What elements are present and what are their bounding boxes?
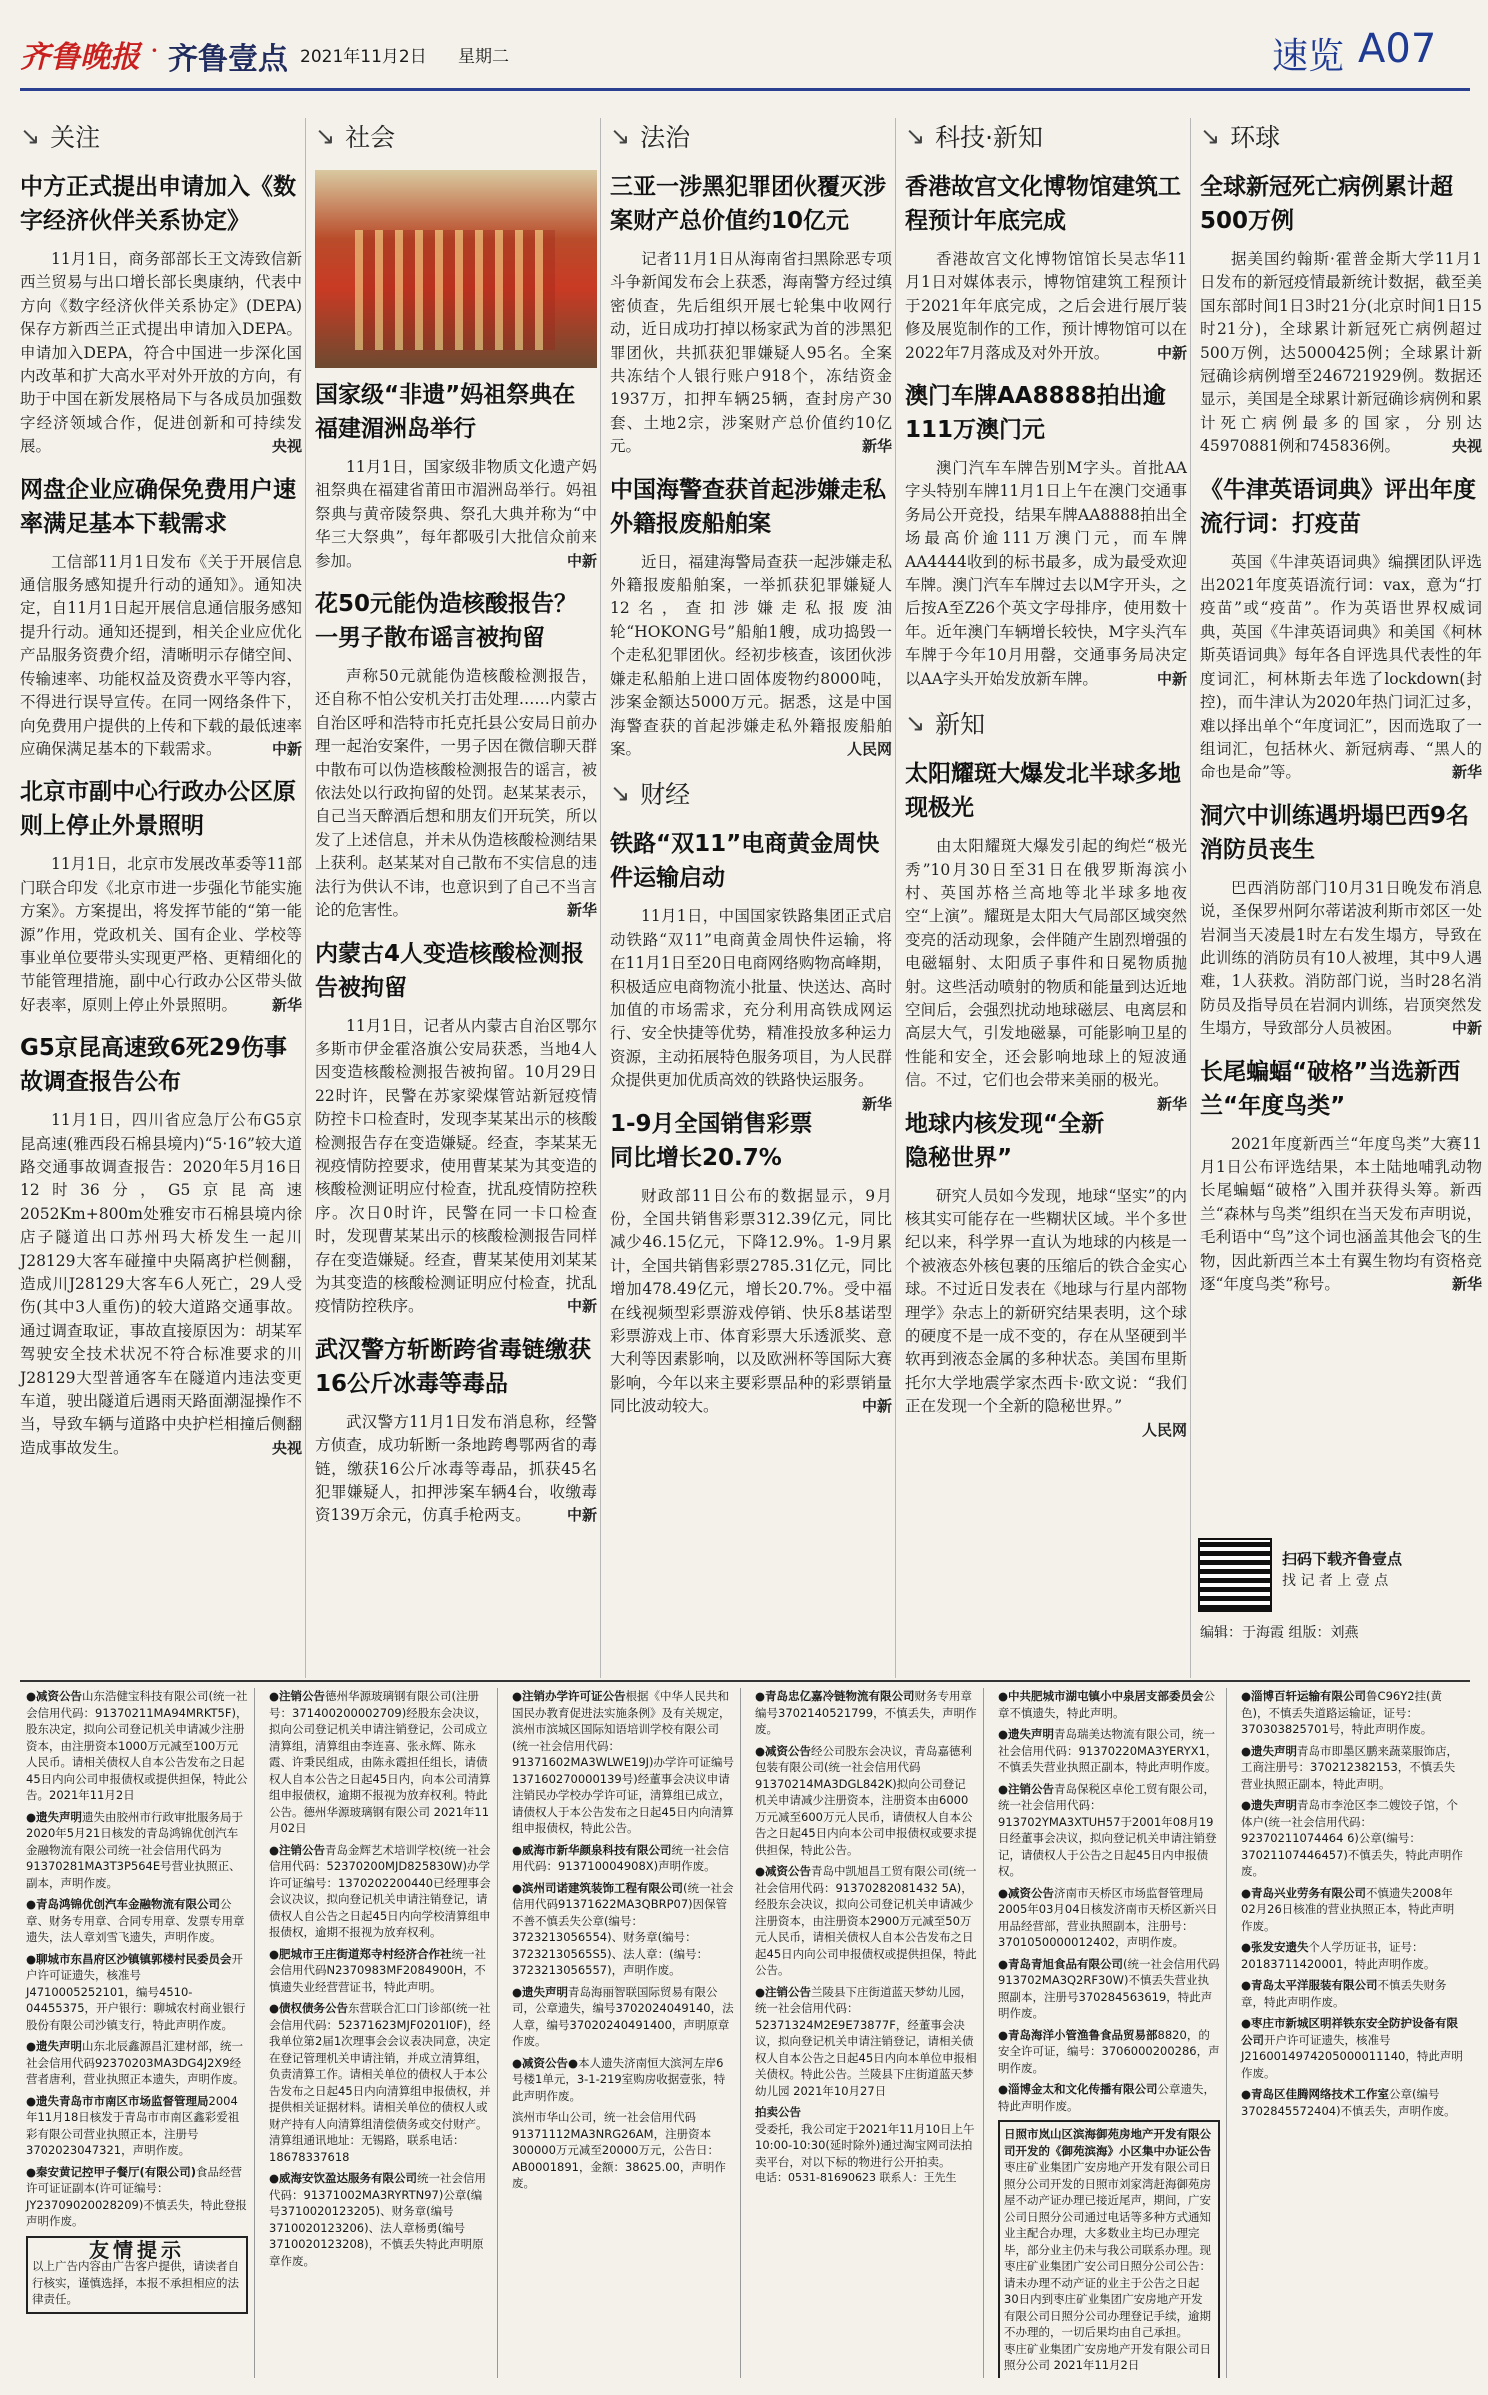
- ad-heading: ●秦安黄记控甲子餐厅(有限公司): [26, 2164, 197, 2179]
- article-body: [905, 835, 1187, 1113]
- article-headline[interactable]: 武汉警方斩断跨省毒链缴获16公斤冰毒等毒品: [315, 1336, 591, 1397]
- article-source: 新华: [861, 1094, 892, 1113]
- ad-text: 兰陵县下庄街道蓝天梦幼儿园，统一社会信用代码：52371324M2E9E73877F，经董事会决议，拟向登记机关申请注销登记，请相关债权人自本公告之日起45日内向本单位申报相关债权。特此公告。兰陵县下庄街道蓝天梦幼儿园 2021年10月27日: [755, 1984, 977, 2098]
- article-source: 新华: [1451, 1275, 1482, 1293]
- article-body: [1200, 877, 1482, 1041]
- article-source: 新华: [861, 437, 892, 456]
- article-text: 香港故宫文化博物馆馆长吴志华11月1日对媒体表示，博物馆建筑工程预计于2021年年底完成，之后会进行展厅装修及展览制作的工作，预计博物馆可以在2022年7月落成及对外开放。: [905, 250, 1187, 362]
- article: [905, 379, 1187, 691]
- article: [1200, 170, 1482, 459]
- property-notice-title: 日照市岚山区滨海御苑房地产开发有限公司开发的《御苑滨海》小区集中办证公告: [1004, 2127, 1211, 2158]
- ad-item: [755, 1984, 977, 2100]
- article-headline[interactable]: 长尾蝙蝠“破格”当选新西兰“年度鸟类”: [1200, 1058, 1461, 1119]
- article-headline[interactable]: G5京昆高速致6死29伤事故调查报告公布: [20, 1035, 287, 1096]
- article-source: 中新: [566, 1506, 597, 1525]
- article: [1200, 799, 1482, 1041]
- ad-text: 青岛海丽智联国际贸易有限公司，公章遗失，编号3702024049140，法人章，编号37020240491400，声明原章作废。: [512, 1984, 734, 2048]
- ad-heading: ●注销公告: [269, 1689, 326, 1703]
- article-text: 11月1日，中国国家铁路集团正式启动铁路“双11”电商黄金周快件运输，将在11月1日至20日电商网络购物高峰期，积极适应电商物流小批量、快送达、高时加值的市场需求，充分利用高铁成网运行、安全快捷等优势，精准投放多种运力资源，主动拓展特色服务项目，为人民群众提供更加优质高效的铁路快运服务。: [610, 907, 892, 1090]
- ad-item: [1241, 1743, 1464, 1793]
- article: [315, 1333, 597, 1528]
- ad-item: [512, 1880, 734, 1979]
- article-source: 人民网: [846, 739, 892, 758]
- ad-heading: ●肥城市王庄街道郑寺村经济合作社: [269, 1946, 452, 1961]
- ad-text: 经公司股东会决议，青岛嘉德利包装有限公司(统一社会信用代码91370214MA3DGL842K)拟向公司登记机关申请减少注册资本，注册资本由6000万元减至600万元人民币，请债权人自本公告之日起45日内向本公司申报债权或要求提供担保，特此公告。: [755, 1743, 977, 1857]
- article-body: [610, 551, 892, 762]
- ad-item: [998, 2081, 1220, 2114]
- ad-text: 根据《中华人民共和国民办教育促进法实施条例》及有关规定，滨州市滨城区国际知语培训学校有限公司(统一社会信用代码：91371602MA3WLWE19J)办学许可证编号137160270000139号)经董事会决议申请注销民办学校办学许可证，清算组已成立，请债权人于本公告发布之日起45日内向清算组申报债权，特此公告。: [512, 1689, 735, 1835]
- ad-text: 遗失由胶州市行政审批服务局于2020年5月21日核发的青岛鸿锦优创汽车金融物流有限公司统一社会信用代码为91370281MA3T3P564E号营业执照正、副本，声明作废。: [26, 1809, 244, 1890]
- column-focus: [20, 118, 302, 1474]
- article-source: 中新: [1451, 1019, 1482, 1038]
- article-text: 近日，福建海警局查获一起涉嫌走私外籍报废船舶案，一举抓获犯罪嫌疑人12名，查扣涉嫌走私报废油轮“HOKONG号”船舶1艘，成功捣毁一个走私犯罪团伙。经初步核查，该团伙涉嫌走私船舶上进口固体废物约8000吨，涉案金额达5000万元。据悉，这是中国海警查获的首起涉嫌走私外籍报废船舶案。: [610, 552, 892, 758]
- issue-date: 2021年11月2日: [300, 47, 427, 67]
- ad-item: [26, 2038, 248, 2088]
- article-headline[interactable]: 北京市副中心行政办公区原则上停止外景照明: [20, 779, 296, 840]
- article-body: [1200, 1133, 1482, 1297]
- ad-text: 财务专用章编号3702140521799，不慎丢失，声明作废。: [755, 1689, 977, 1736]
- ad-heading: ●淄博百轩运输有限公司: [1241, 1689, 1367, 1703]
- ad-heading: ●青岛太平洋服装有限公司: [1241, 1978, 1378, 1992]
- ad-text: (统一社会信用代码91371622MA3QBRP07)因保管不善不慎丢失公章(编号：3723213056554)、财务章(编号：37232130565S5)、法人章：(编号：3723213056557)，声明作废。: [512, 1880, 734, 1977]
- ad-item: [26, 1896, 248, 1946]
- article: [610, 473, 892, 762]
- article-body: [315, 665, 597, 922]
- ad-column: [506, 1688, 741, 2378]
- ad-text: ●本人遗失济南恒大滨河左岸6号楼1单元，3-1-219室购房收据壹张，特此声明作废。: [512, 2055, 726, 2103]
- article-source: 中新: [566, 551, 597, 570]
- article-body: [610, 248, 892, 459]
- ad-text: 山东浩健宝科技有限公司(统一社会信用代码：91370211MA94MRKT5F)，股东决定，拟向公司登记机关申请减少注册资本，由注册资本1000万元减至100万元人民币。请相关债权人自本公告发布之日起45日内向公司申报债权或提供担保，特此公告。2021年11月2日: [26, 1689, 248, 1802]
- ad-item: [269, 1688, 491, 1837]
- article-text: 英国《牛津英语词典》编撰团队评选出2021年度英语流行词：vax，意为“打疫苗”或“疫苗”。作为英语世界权威词典，英国《牛津英语词典》和美国《柯林斯英语词典》每年各自评选具代表性的年度词汇，柯林斯去年选了lockdown(封控)，而牛津认为2020年热门词汇过多，难以择出单个“年度词汇”，因而选取了一组词汇，包括林火、新冠病毒、“黑人的命也是命”等。: [1200, 552, 1482, 782]
- article-source: 中新: [1156, 669, 1187, 688]
- column-divider: [1190, 118, 1191, 1678]
- article-body: [20, 1109, 302, 1460]
- ad-heading: ●注销公告: [998, 1781, 1055, 1796]
- property-certificate-notice: [998, 2120, 1220, 2378]
- article-text: 据美国约翰斯·霍普金斯大学11月1日发布的新冠疫情最新统计数据，截至美国东部时间1日3时21分(北京时间1日15时21分)，全球累计新冠死亡病例超过500万例，达5000425例；全球累计新冠确诊病例增至246721929例。数据还显示，美国是全球累计新冠确诊病例和累计死亡病例最多的国家，分别达45970881例和745836例。: [1200, 250, 1482, 456]
- classified-ads: [20, 1688, 1470, 2378]
- column-divider: [305, 118, 306, 1678]
- ad-heading: ●张发安遗失: [1241, 1940, 1309, 1954]
- article: [315, 587, 597, 922]
- ad-item: [1241, 1939, 1464, 1972]
- article: [20, 775, 302, 1017]
- ad-heading: ●中共肥城市湖屯镇小中泉居支部委员会: [998, 1689, 1204, 1703]
- ad-heading: ●青岛忠亿嘉冷链物流有限公司: [755, 1689, 915, 1703]
- section-kicker: ↘ 社会: [315, 118, 597, 154]
- ad-text: 8820，的安全许可证，编号：3706000200286，声明作废。: [998, 2027, 1220, 2075]
- article-text: 由太阳耀斑大爆发引起的绚烂“极光秀”10月30日至31日在俄罗斯海滨小村、英国苏格兰高地等北半球多地夜空“上演”。耀斑是太阳大气局部区域突然变亮的活动现象，会伴随产生剧烈增强的电磁辐射、太阳质子事件和日冕物质抛射。这些活动喷射的物质和能量到达近地空间后，会强烈扰动地球磁层、电离层和高层大气，引发地磁暴，可能影响卫星的性能和安全，还会影响地球上的短波通信。不过，它们也会带来美丽的极光。: [905, 837, 1187, 1090]
- article-headline[interactable]: 网盘企业应确保免费用户速率满足基本下载需求: [20, 476, 296, 537]
- ad-heading: ●青岛区佳腾网络技术工作室: [1241, 2087, 1390, 2101]
- friendly-notice-text: 以上广告内容由广告客户提供，请读者自行核实，谨慎选择，本报不承担相应的法律责任。: [32, 2259, 239, 2306]
- ad-item: [1241, 2015, 1464, 2081]
- ad-heading: ●遗失声明: [512, 1984, 569, 1999]
- ad-item: [26, 2093, 248, 2159]
- section-kicker: ↘ 新知: [905, 705, 1187, 741]
- sub-brand-logo: 齐鲁壹点: [168, 42, 288, 77]
- ad-heading: ●债权债务公告: [269, 2001, 349, 2015]
- ad-text: 济南市天桥区市场监督管理局2005年03月04日核发济南市天桥区新兴日用品经营部，营业执照副本，注册号：3701050000012402，声明作废。: [998, 1885, 1218, 1949]
- qr-caption-line2: 找 记 者 上 壹 点: [1282, 1573, 1389, 1589]
- ad-heading: ●遗失声明: [1241, 1798, 1298, 1812]
- article-body: [1200, 248, 1482, 459]
- ad-item: [26, 1809, 248, 1892]
- article-body: [905, 457, 1187, 691]
- ad-text: 青岛保税区卓伦工贸有限公司，统一社会信用代码：913702YMA3XTUH57于2001年08月19日经董事会决议，拟向登记机关申请注销登记，请债权人于公告之日起45日内申报债权。: [998, 1781, 1217, 1878]
- ad-item: [26, 2164, 248, 2230]
- ad-text: 鲁C96Y2挂(黄色)，不慎丢失道路运输证，证号：370303825701号，特此声明作废。: [1241, 1689, 1443, 1736]
- ad-text: 公章遗失，特此声明作废。: [998, 2082, 1216, 2113]
- ad-text: 公章(编号3702845572404)不慎丢失，声明作废。: [1241, 2087, 1456, 2118]
- masthead-rule: [20, 88, 1470, 91]
- ad-item: [998, 1781, 1220, 1880]
- property-notice-signoff: 枣庄矿业集团广安房地产开发有限公司日照分公司 2021年11月2日: [1004, 2341, 1211, 2372]
- ad-text: 公章、财务专用章、合同专用章、发票专用章遗失，法人章刘雪飞遗失，声明作废。: [26, 1897, 245, 1944]
- ad-heading: ●减资公告: [755, 1864, 812, 1878]
- ad-text: 青岛中凯旭昌工贸有限公司(统一社会信用代码：91370282081432 5A)，经股东会决议，拟向公司登记机关申请减少注册资本，由注册资本2900万元减至50万元人民币，请相关债权人自本公告发布之日起45日内向公司申报债权或提供担保，特此公告。: [755, 1864, 977, 1977]
- article-source: 中新: [1156, 343, 1187, 362]
- article-source: 中新: [271, 739, 302, 758]
- section-kicker: ↘ 财经: [610, 775, 892, 811]
- article-headline[interactable]: 花50元能伪造核酸报告？一男子散布谣言被拘留: [315, 591, 578, 652]
- ad-text: 青岛市即墨区鹏来蔬菜服饰店，工商注册号：370212382153，不慎丢失营业执照正副本，特此声明。: [1241, 1743, 1459, 1791]
- ads-divider: [20, 1680, 1470, 1682]
- ad-heading: ●青岛鸿锦优创汽车金融物流有限公司: [26, 1897, 221, 1911]
- article-source: 中新: [566, 1297, 597, 1316]
- column-law-finance: [610, 118, 892, 1433]
- article: [20, 170, 302, 459]
- article-body: [1200, 551, 1482, 785]
- qr-caption-line1: 扫码下载齐鲁壹点: [1282, 1550, 1403, 1568]
- article-text: 2021年度新西兰“年度鸟类”大赛11月1日公布评选结果，本土陆地哺乳动物长尾蝙蝠“破格”入围并获得头筹。新西兰“森林与鸟类”组织在当天发布声明说，毛利语中“鸟”这个词也涵盖其他会飞的生物，因此新西兰本土有翼生物均有资格竞逐“年度鸟类”称号。: [1200, 1134, 1482, 1293]
- ad-item: [512, 1842, 734, 1875]
- ad-heading: ●减资公告: [755, 1743, 812, 1758]
- article-body: [315, 1411, 597, 1528]
- article-body: [20, 248, 302, 459]
- ad-text: 青岛瑞美达物流有限公司，统一社会信用代码：91370220MA3YERYX1，不慎丢失营业执照正副本，特此声明作废。: [998, 1727, 1218, 1774]
- article: [315, 937, 597, 1319]
- ad-heading: ●注销办学许可证公告: [512, 1689, 626, 1703]
- ad-text: 青岛金辉艺术培训学校(统一社会信用代码：52370200MJD825830W)办学许可证编号：1370202200440已经理事会会议决议，拟向登记机关申请注销登记，请债权人自公告之日起45日内向学校清算组申报债权，逾期不报视为放弃权利。: [269, 1842, 491, 1939]
- article-headline[interactable]: 洞穴中训练遇坍塌巴西9名消防员丧生: [1200, 802, 1470, 863]
- ad-item: [269, 1946, 491, 1996]
- article: [905, 757, 1187, 1113]
- article-text: 记者11月1日从海南省扫黑除恶专项斗争新闻发布会上获悉，海南警方经过缜密侦查，先后组织开展七轮集中收网行动，近日成功打掉以杨家武为首的涉黑犯罪团伙，共抓获犯罪嫌疑人95名。全案共冻结个人银行账户918个，冻结资金1937万，扣押车辆25辆，查封房产30套、土地2宗，涉案财产总价值约10亿元。: [610, 250, 892, 456]
- article-source: 新华: [566, 901, 597, 920]
- article: [1200, 1055, 1482, 1297]
- article-headline[interactable]: 内蒙古4人变造核酸检测报告被拘留: [315, 940, 585, 1001]
- article-headline[interactable]: 地球内核发现“全新隐秘世界”: [905, 1110, 1105, 1171]
- article-text: 11月1日，四川省应急厅公布G5京昆高速(雅西段石棉县境内)“5·16”较大道路交通事故调查报告：2020年5月16日12时36分，G5京昆高速2052Km+800m处雅安市石棉县境内徐店子隧道出口苏州玛大桥发生一起川J28129大客车碰撞中央隔离护栏侧翻，造成川J28129大客车6人死亡，29人受伤(其中3人重伤)的较大道路交通事故。通过调查取证，事故直接原因为：胡某军驾驶安全技术状况不符合标准要求的川J28129大型普通客车在隧道内违法变更车道，驶出隧道后遇雨天路面潮湿操作不当，导致车辆与道路中央护栏相撞后侧翻造成事故发生。: [20, 1111, 302, 1457]
- article-body: [315, 456, 597, 573]
- ad-text: 不慎丢失财务章，特此声明作废。: [1241, 1978, 1447, 2009]
- column-tech-knowledge: [905, 118, 1187, 1442]
- ad-item: [998, 2027, 1220, 2077]
- article-headline[interactable]: 太阳耀斑大爆发北半球多地现极光: [905, 761, 1181, 822]
- ad-item: [512, 1688, 734, 1837]
- article-source: 央视: [1451, 437, 1482, 456]
- article-body: [905, 1185, 1187, 1439]
- article-source: 新华: [1156, 1094, 1187, 1113]
- ad-text: 东营联合汇口门诊部(统一社会信用代码：52371623MJF0201I0F)，经我单位第2届1次理事会会议表决同意，决定在登记管理机关申请注销，并成立清算组，负责清算工作。请相关单位的债权人于本公告发布之日起45日内向清算组申报债权，并提供相关证据材料。请相关单位的债权人或财产持有人向清算组清偿债务或交付财产。清算组通讯地址：无锡路，联系电话：18678337618: [269, 2001, 491, 2164]
- friendly-notice-box: [26, 2236, 248, 2314]
- ad-heading: ●青岛海洋小管渔鲁食品贸易部: [998, 2027, 1158, 2042]
- ad-item: [269, 2170, 491, 2269]
- article-body: [315, 1015, 597, 1319]
- ad-heading: ●威海安饮盈达服务有限公司: [269, 2171, 418, 2185]
- article-source: 新华: [1451, 763, 1482, 782]
- section-kicker: ↘ 科技·新知: [905, 118, 1187, 154]
- ad-heading: ●减资公告: [26, 1689, 83, 1703]
- column-divider: [895, 118, 896, 1678]
- ad-text: 不慎遗失2008年02月26日核准的营业执照正本，特此声明作废。: [1241, 1885, 1455, 1933]
- auction-contact: 电话：0531-81690623 联系人：王先生: [755, 2171, 957, 2184]
- article-headline[interactable]: 国家级“非遗”妈祖祭典在福建湄洲岛举行: [315, 382, 576, 442]
- page-number: A07: [1358, 26, 1437, 72]
- ad-item: [755, 1863, 977, 1979]
- ad-heading: ●遗失青岛市市南区市场监督管理局: [26, 2093, 209, 2108]
- article-headline[interactable]: 澳门车牌AA8888拍出逾111万澳门元: [905, 383, 1166, 444]
- article-text: 工信部11月1日发布《关于开展信息通信服务感知提升行动的通知》。通知决定，自11月1日起开展信息通信服务感知提升行动。通知还提到，相关企业应优化产品服务资费介绍，清晰明示存储空间、传输速率、功能权益及资费水平等内容，不得进行误导宣传。在同一网络条件下，向免费用户提供的上传和下载的最低速率应确保满足基本的下载需求。: [20, 552, 302, 758]
- ad-item: [269, 2000, 491, 2165]
- qr-code-icon[interactable]: [1200, 1540, 1270, 1610]
- ad-text: 个人学历证书，证号：20183711420001，特此声明作废。: [1241, 1940, 1436, 1971]
- ad-item: [755, 1688, 977, 1738]
- article-text: 11月1日，记者从内蒙古自治区鄂尔多斯市伊金霍洛旗公安局获悉，当地4人因变造核酸检测报告被拘留。10月29日22时许，民警在苏家梁煤管站新冠疫情防控卡口检查时，发现李某某出示的核酸检测报告存在变造嫌疑。经查，李某某无视疫情防控要求，使用曹某某为其变造的核酸检测证明应付检查，扰乱疫情防控秩序。次日0时许，民警在同一卡口检查时，发现曹某某出示的核酸检测报告同样存在变造嫌疑。经查，曹某某使用刘某某为其变造的核酸检测证明应付检查，扰乱疫情防控秩序。: [315, 1016, 597, 1316]
- ad-text: 开户许可证遗失，核准号J4710005252101，编号4510-04455375，开户银行：聊城农村商业银行股份有限公司沙镇支行，特此声明作废。: [26, 1951, 246, 2032]
- auction-text: 受委托，我公司定于2021年11月10日上午10:00-10:30(延时除外)通过淘宝网司法拍卖平台，对以下标的物进行公开拍卖。: [755, 2121, 975, 2169]
- article-text: 11月1日，北京市发展改革委等11部门联合印发《北京市进一步强化节能实施方案》。方案提出，将发挥节能的“第一能源”作用，党政机关、国有企业、学校等事业单位要带头实现更严格、更精细化的节能管理措施，副中心行政办公区带头做好表率，原则上停止外景照明。: [20, 855, 302, 1014]
- ad-text: 山东北辰鑫源昌汇建材部，统一社会信用代码92370203MA3DG4J2X9经营者唐利，营业执照正本遗失，声明作废。: [26, 2039, 245, 2086]
- ad-item: [998, 1956, 1220, 2022]
- ad-heading: ●减资公告: [998, 1885, 1055, 1900]
- article: [905, 170, 1187, 365]
- ad-heading: ●青岛青旭食品有限公司: [998, 1956, 1124, 1971]
- article-body: [610, 905, 892, 1113]
- ad-heading: ●枣庄市新城区明祥铁东安全防护设备有限公司: [1241, 2016, 1459, 2047]
- article: [20, 1031, 302, 1460]
- ad-item: [26, 1688, 248, 1804]
- auction-notice: [755, 2104, 977, 2187]
- article-source: 新华: [271, 995, 302, 1014]
- ad-heading: ●遗失声明: [26, 1809, 83, 1824]
- friendly-notice-title: 友情提示: [89, 2237, 185, 2262]
- ad-item: [1241, 1688, 1464, 1738]
- ad-heading: ●遗失声明: [998, 1727, 1055, 1741]
- article-headline[interactable]: 中方正式提出申请加入《数字经济伙伴关系协定》: [20, 174, 296, 234]
- issue-weekday: 星期二: [458, 47, 509, 67]
- masthead: [0, 0, 1488, 90]
- article-headline[interactable]: 铁路“双11”电商黄金周快件运输启动: [610, 831, 880, 892]
- article-text: 巴西消防部门10月31日晚发布消息说，圣保罗州阿尔蒂诺波利斯市郊区一处岩洞当天凌晨1时左右发生塌方，导致在此训练的消防员有10人被埋，其中9人遇难，1人获救。消防部门说，当时28名消防员及指导员在岩洞内训练，岩顶突然发生塌方，导致部分人员被困。: [1200, 878, 1482, 1038]
- ad-heading: ●减资公告: [512, 2055, 569, 2070]
- article-text: 澳门汽车车牌告别M字头。首批AA字头特别车牌11月1日上午在澳门交通事务局公开竞投，结果车牌AA8888拍出全场最高价逾111万澳门元，而车牌AA4444收到的标书最多，成为最受欢迎车牌。澳门汽车车牌过去以M字开头，之后按A至Z26个英文字母排序，使用数十年。近年澳门车辆增长较快，M字头汽车车牌于今年10月用罄，交通事务局决定以AA字头开始发放新车牌。: [905, 459, 1187, 688]
- qr-caption: [1282, 1548, 1402, 1592]
- article-headline[interactable]: 全球新冠死亡病例累计超500万例: [1200, 174, 1453, 234]
- ad-column: [1235, 1688, 1470, 2378]
- ad-column: [263, 1688, 498, 2378]
- ad-heading: ●威海市新华颜泉科技有限公司: [512, 1842, 672, 1857]
- ad-item: [1241, 1797, 1464, 1880]
- ad-item: [1241, 1885, 1464, 1935]
- ad-heading: ●淄博金太和文化传播有限公司: [998, 2082, 1158, 2096]
- ad-text: 统一社会信用代码：91371002MA3RYRTN97)公章(编号3710020123205)、财务章(编号3710020123206)、法人章杨勇(编号3710020123208)，不慎丢失特此声明原章作废。: [269, 2171, 487, 2268]
- ad-heading: ●遗失声明: [1241, 1743, 1298, 1758]
- column-society: [315, 118, 597, 1542]
- article-text: 11月1日，商务部部长王文涛致信新西兰贸易与出口增长部长奥康纳，代表中方向《数字经济伙伴关系协定》(DEPA)保存方新西兰正式提出申请加入DEPA。申请加入DEPA，符合中国进一步深化国内改革和扩大高水平对外开放的方向，有助于中国在新发展格局下与各成员加强数字经济领域合作，促进创新和可持续发展。: [20, 250, 302, 456]
- article: [315, 170, 597, 573]
- ad-item: [512, 2055, 734, 2105]
- ad-item: [26, 1951, 248, 2034]
- ad-text: 统一社会信用代码：913710004908X)声明作废。: [512, 1842, 730, 1873]
- article-text: 财政部11日公布的数据显示，9月份，全国共销售彩票312.39亿元，同比减少46.15亿元，下降12.9%。1-9月累计，全国共销售彩票2785.31亿元，同比增加478.49亿元，增长20.7%。受中福在线视频型彩票游戏停销、快乐8基诺型彩票游戏上市、体育彩票大乐透派奖、意大利等因素影响，以及欧洲杯等国际大赛影响，今年以来主要彩票品种的彩票销量同比波动较大。: [610, 1186, 892, 1416]
- article-headline[interactable]: 《牛津英语词典》评出年度流行词：打疫苗: [1200, 476, 1476, 537]
- logo-separator: ·: [150, 34, 159, 67]
- article-text: 声称50元就能伪造核酸检测报告，还自称不怕公安机关打击处理……内蒙古自治区呼和浩特市托克托县公安局日前办理一起治安案件，一男子因在微信聊天群中散布可以伪造核酸检测报告的谣言，被依法处以行政拘留的处罚。赵某某表示，自己当天醉酒后想和朋友们开玩笑，所以发了上述信息，并未从伪造核酸检测结果上获利。赵某某对自己散布不实信息的违法行为供认不讳，也意识到了自己不当言论的危害性。: [315, 667, 597, 920]
- ad-text: 德州华源玻璃钢有限公司(注册号：371400200002709)经股东会决议，拟向公司登记机关申请注销登记，公司成立清算组，清算组由李连喜、张永辉、陈永霞、许秉民组成，由陈永霞担任组长，请债权人自本公告之日起45日内，向本公司清算组申报债权，逾期不报视为放弃权利。特此公告。德州华源玻璃钢有限公司 2021年11月02日: [269, 1689, 491, 1835]
- article: [610, 170, 892, 459]
- article: [905, 1107, 1187, 1439]
- article-body: [610, 1185, 892, 1419]
- column-world: [1200, 118, 1482, 1310]
- ad-item: [512, 1984, 734, 2050]
- news-photo: [315, 170, 597, 368]
- ad-heading: ●遗失声明: [26, 2039, 83, 2053]
- article-text: 研究人员如今发现，地球“坚实”的内核其实可能存在一些糊状区域。半个多世纪以来，科学界一直认为地球的内核是一个被液态外核包裹的压缩后的铁合金实心球。不过近日发表在《地球与行星内部物理学》杂志上的新研究结果表明，这个球的硬度不是一成不变的，存在从坚硬到半软再到液态金属的多种状态。美国布里斯托尔大学地震学家杰西卡·欧文说：“我们正在发现一个全新的隐秘世界。”: [905, 1186, 1187, 1416]
- ad-item: [998, 1885, 1220, 1951]
- newspaper-logo: 齐鲁晚报: [20, 40, 140, 75]
- ad-heading: ●注销公告: [269, 1842, 326, 1857]
- ad-text: 公章不慎遗失，特此声明。: [998, 1689, 1216, 1720]
- ad-item: [998, 1688, 1220, 1721]
- section-name: 速览: [1272, 36, 1345, 77]
- ad-text: 青岛市李沧区李二嫂饺子馆，个体户(统一社会信用代码：92370211074464 6)公章(编号：37021107446457)不慎丢失，特此声明作废。: [1241, 1798, 1463, 1878]
- article-headline[interactable]: 香港故宫文化博物馆建筑工程预计年底完成: [905, 174, 1181, 234]
- ad-column: [20, 1688, 255, 2378]
- article-body: [20, 551, 302, 762]
- article-headline[interactable]: 三亚一涉黑犯罪团伙覆灭涉案财产总价值约10亿元: [610, 174, 886, 234]
- ad-heading: ●滨州司诺建筑装饰工程有限公司: [512, 1880, 684, 1895]
- article-source: 中新: [861, 1397, 892, 1416]
- ad-heading: ●青岛兴业劳务有限公司: [1241, 1885, 1367, 1900]
- ad-item: [1241, 2086, 1464, 2119]
- ad-item: [998, 1726, 1220, 1776]
- ad-text: 食品经营许可证证副本(许可证编号：JY23709020028209)不慎丢失，特此登报声明作废。: [26, 2164, 247, 2228]
- article-text: 武汉警方11月1日发布消息称，经警方侦查，成功斩断一条地跨粤鄂两省的毒链，缴获16公斤冰毒等毒品，抓获45名犯罪嫌疑人，扣押涉案车辆4台，收缴毒资139万余元，仿真手枪两支。: [315, 1412, 597, 1525]
- ad-text: 开户许可证遗失，核准号J2160014974205000011140，特此声明作废。: [1241, 2032, 1463, 2080]
- article: [1200, 473, 1482, 785]
- article-body: [20, 853, 302, 1017]
- article-source: 央视: [271, 437, 302, 456]
- section-kicker: ↘ 环球: [1200, 118, 1482, 154]
- property-notice-text: 枣庄矿业集团广安房地产开发有限公司日照分公司开发的日照市刘家湾赶海御苑房屋不动产证办理已接近尾声，期间，广安公司日照分公司通过电话等多种方式通知业主配合办理，大多数业主均已办理完毕，部分业主仍未与我公司联系办理。现枣庄矿业集团广安公司日照分公司公告：请未办理不动产证的业主于公告之日起30日内到枣庄矿业集团广安房地产开发有限公司日照分公司办理登记手续，逾期不办理的，一切后果均由自己承担。: [1004, 2160, 1211, 2339]
- article: [610, 1107, 892, 1419]
- section-kicker: ↘ 法治: [610, 118, 892, 154]
- article-body: [905, 248, 1187, 365]
- editor-credits: 编辑：于海霞 组版：刘燕: [1200, 1625, 1359, 1641]
- ad-item: [512, 2109, 734, 2192]
- article: [20, 473, 302, 762]
- ad-column: [749, 1688, 984, 2378]
- article-headline[interactable]: 1-9月全国销售彩票同比增长20.7%: [610, 1110, 813, 1171]
- ad-heading: ●聊城市东昌府区沙镇镇郭楼村民委员会: [26, 1951, 232, 1966]
- article-source: 央视: [271, 1438, 302, 1457]
- ad-item: [755, 1743, 977, 1859]
- ad-text: 统一社会信用代码N2370983MF2084900H，不慎遗失业经营营证书，特此声明。: [269, 1946, 487, 1994]
- article-headline[interactable]: 中国海警查获首起涉嫌走私外籍报废船舶案: [610, 476, 886, 537]
- ad-column: [992, 1688, 1227, 2378]
- auction-title: 拍卖公告: [755, 2105, 801, 2119]
- ad-text: 滨州市华山公司，统一社会信用代码91371112MA3NRG26AM，注册资本300000万元减至20000万元，公告日：AB0001891，金额：38625.00，声明作废。: [512, 2110, 726, 2190]
- article: [610, 827, 892, 1113]
- ad-item: [1241, 1977, 1464, 2010]
- article-text: 11月1日，国家级非物质文化遗产妈祖祭典在福建省莆田市湄洲岛举行。妈祖祭典与黄帝陵祭典、祭孔大典并称为“中华三大祭典”，每年都吸引大批信众前来参加。: [315, 458, 597, 570]
- ad-text: 2004年11月18日核发于青岛市市南区鑫彩爱祖彩有限公司营业执照正本，注册号3702023047321，声明作废。: [26, 2093, 240, 2157]
- column-divider: [600, 118, 601, 1678]
- ad-item: [269, 1842, 491, 1941]
- ad-heading: ●注销公告: [755, 1984, 812, 1999]
- ad-text: (统一社会信用代码913702MA3Q2RF30W)不慎丢失营业执照副本，注册号370284563619，特此声明作废。: [998, 1956, 1220, 2020]
- section-kicker: ↘ 关注: [20, 118, 302, 154]
- article-source: 人民网: [1141, 1420, 1187, 1439]
